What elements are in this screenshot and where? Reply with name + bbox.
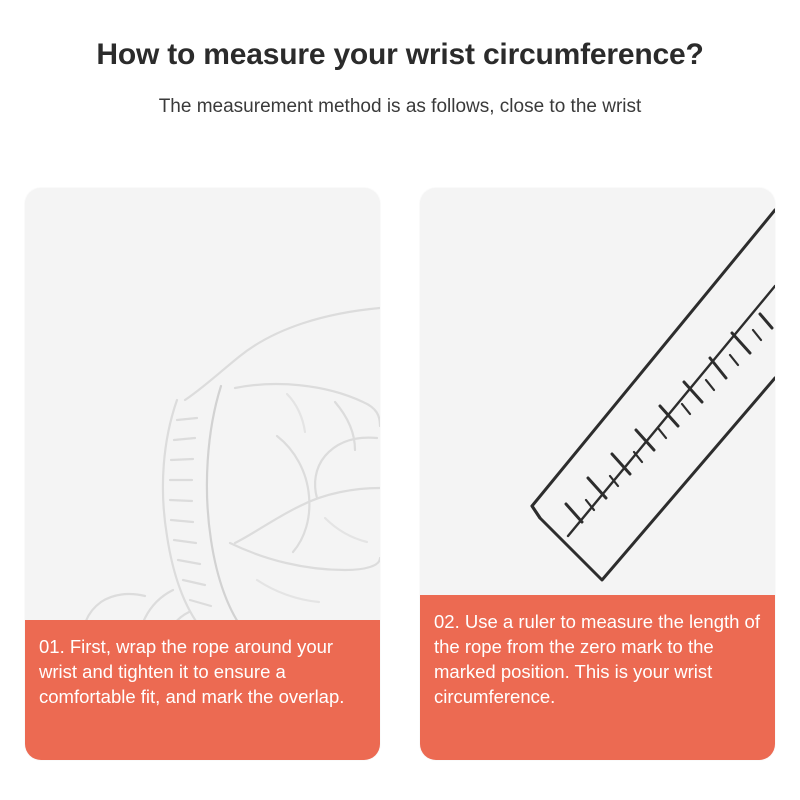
step-2-caption: 02. Use a ruler to measure the length of the rope from the zero mark to the marked position. This is your wrist circumference. — [420, 595, 775, 760]
step-card-2 — [420, 188, 775, 760]
step-card-1 — [25, 188, 380, 760]
page-title: How to measure your wrist circumference? — [96, 38, 704, 71]
step-1-caption: 01. First, wrap the rope around your wrist and tighten it to ensure a comfortable fit, and mark the overlap. — [25, 620, 380, 760]
page-subtitle: The measurement method is as follows, close to the wrist — [158, 96, 642, 117]
steps-container — [25, 188, 775, 760]
